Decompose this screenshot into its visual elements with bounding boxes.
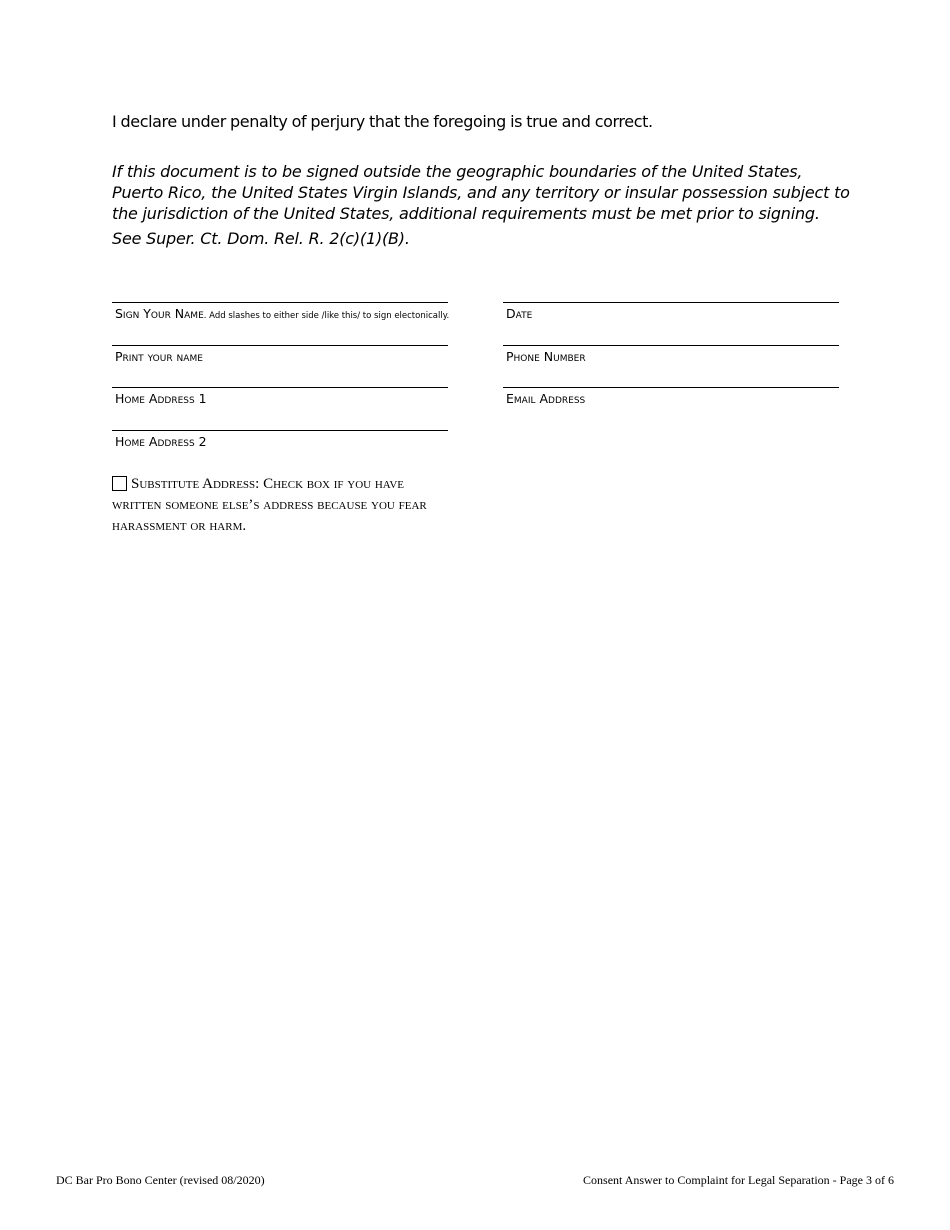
home-address-2-line[interactable] [112,413,448,431]
phone-label: Phone Number [506,349,586,364]
email-field [503,370,839,406]
rule-citation: See Super. Ct. Dom. Rel. R. 2(c)(1)(B). [112,229,410,248]
sign-name-hint: . Add slashes to either side /like this/ to sign electonically. [203,311,450,321]
date-line[interactable] [503,285,839,303]
email-label: Email Address [506,391,586,406]
print-name-line[interactable] [112,328,448,346]
date-label: Date [506,306,533,321]
signing-location-warning: If this document is to be signed outside the geographic boundaries of the United States, Puerto Rico, the United States Virgin Islands, and any territory or insular possession subject to the jurisdiction of the United States, additional requirements must be met prior to signing. [112,162,850,223]
sign-name-label: Sign Your Name. Add slashes to either side /like this/ to sign electonically. [115,306,450,321]
substitute-address-checkbox[interactable] [112,476,127,491]
home-address-2-label: Home Address 2 [115,434,207,449]
substitute-address-option [112,474,452,537]
home-address-1-line[interactable] [112,370,448,388]
date-field [503,285,839,321]
phone-line[interactable] [503,328,839,346]
footer-page-info: Consent Answer to Complaint for Legal Separation - Page 3 of 6 [583,1173,894,1187]
home-address-1-label: Home Address 1 [115,391,207,406]
substitute-address-text: Substitute Address: Check box if you have written someone else’s address because you fear harassment or harm. [112,476,427,534]
perjury-declaration: I declare under penalty of perjury that the foregoing is true and correct. [112,112,653,131]
sign-name-line[interactable] [112,285,448,303]
home-address-2-field [112,413,448,449]
phone-field [503,328,839,364]
home-address-1-field [112,370,448,406]
footer-organization: DC Bar Pro Bono Center (revised 08/2020) [56,1173,265,1187]
print-name-field [112,328,448,364]
print-name-label: Print your name [115,349,203,364]
email-line[interactable] [503,370,839,388]
sign-name-field [112,285,448,321]
